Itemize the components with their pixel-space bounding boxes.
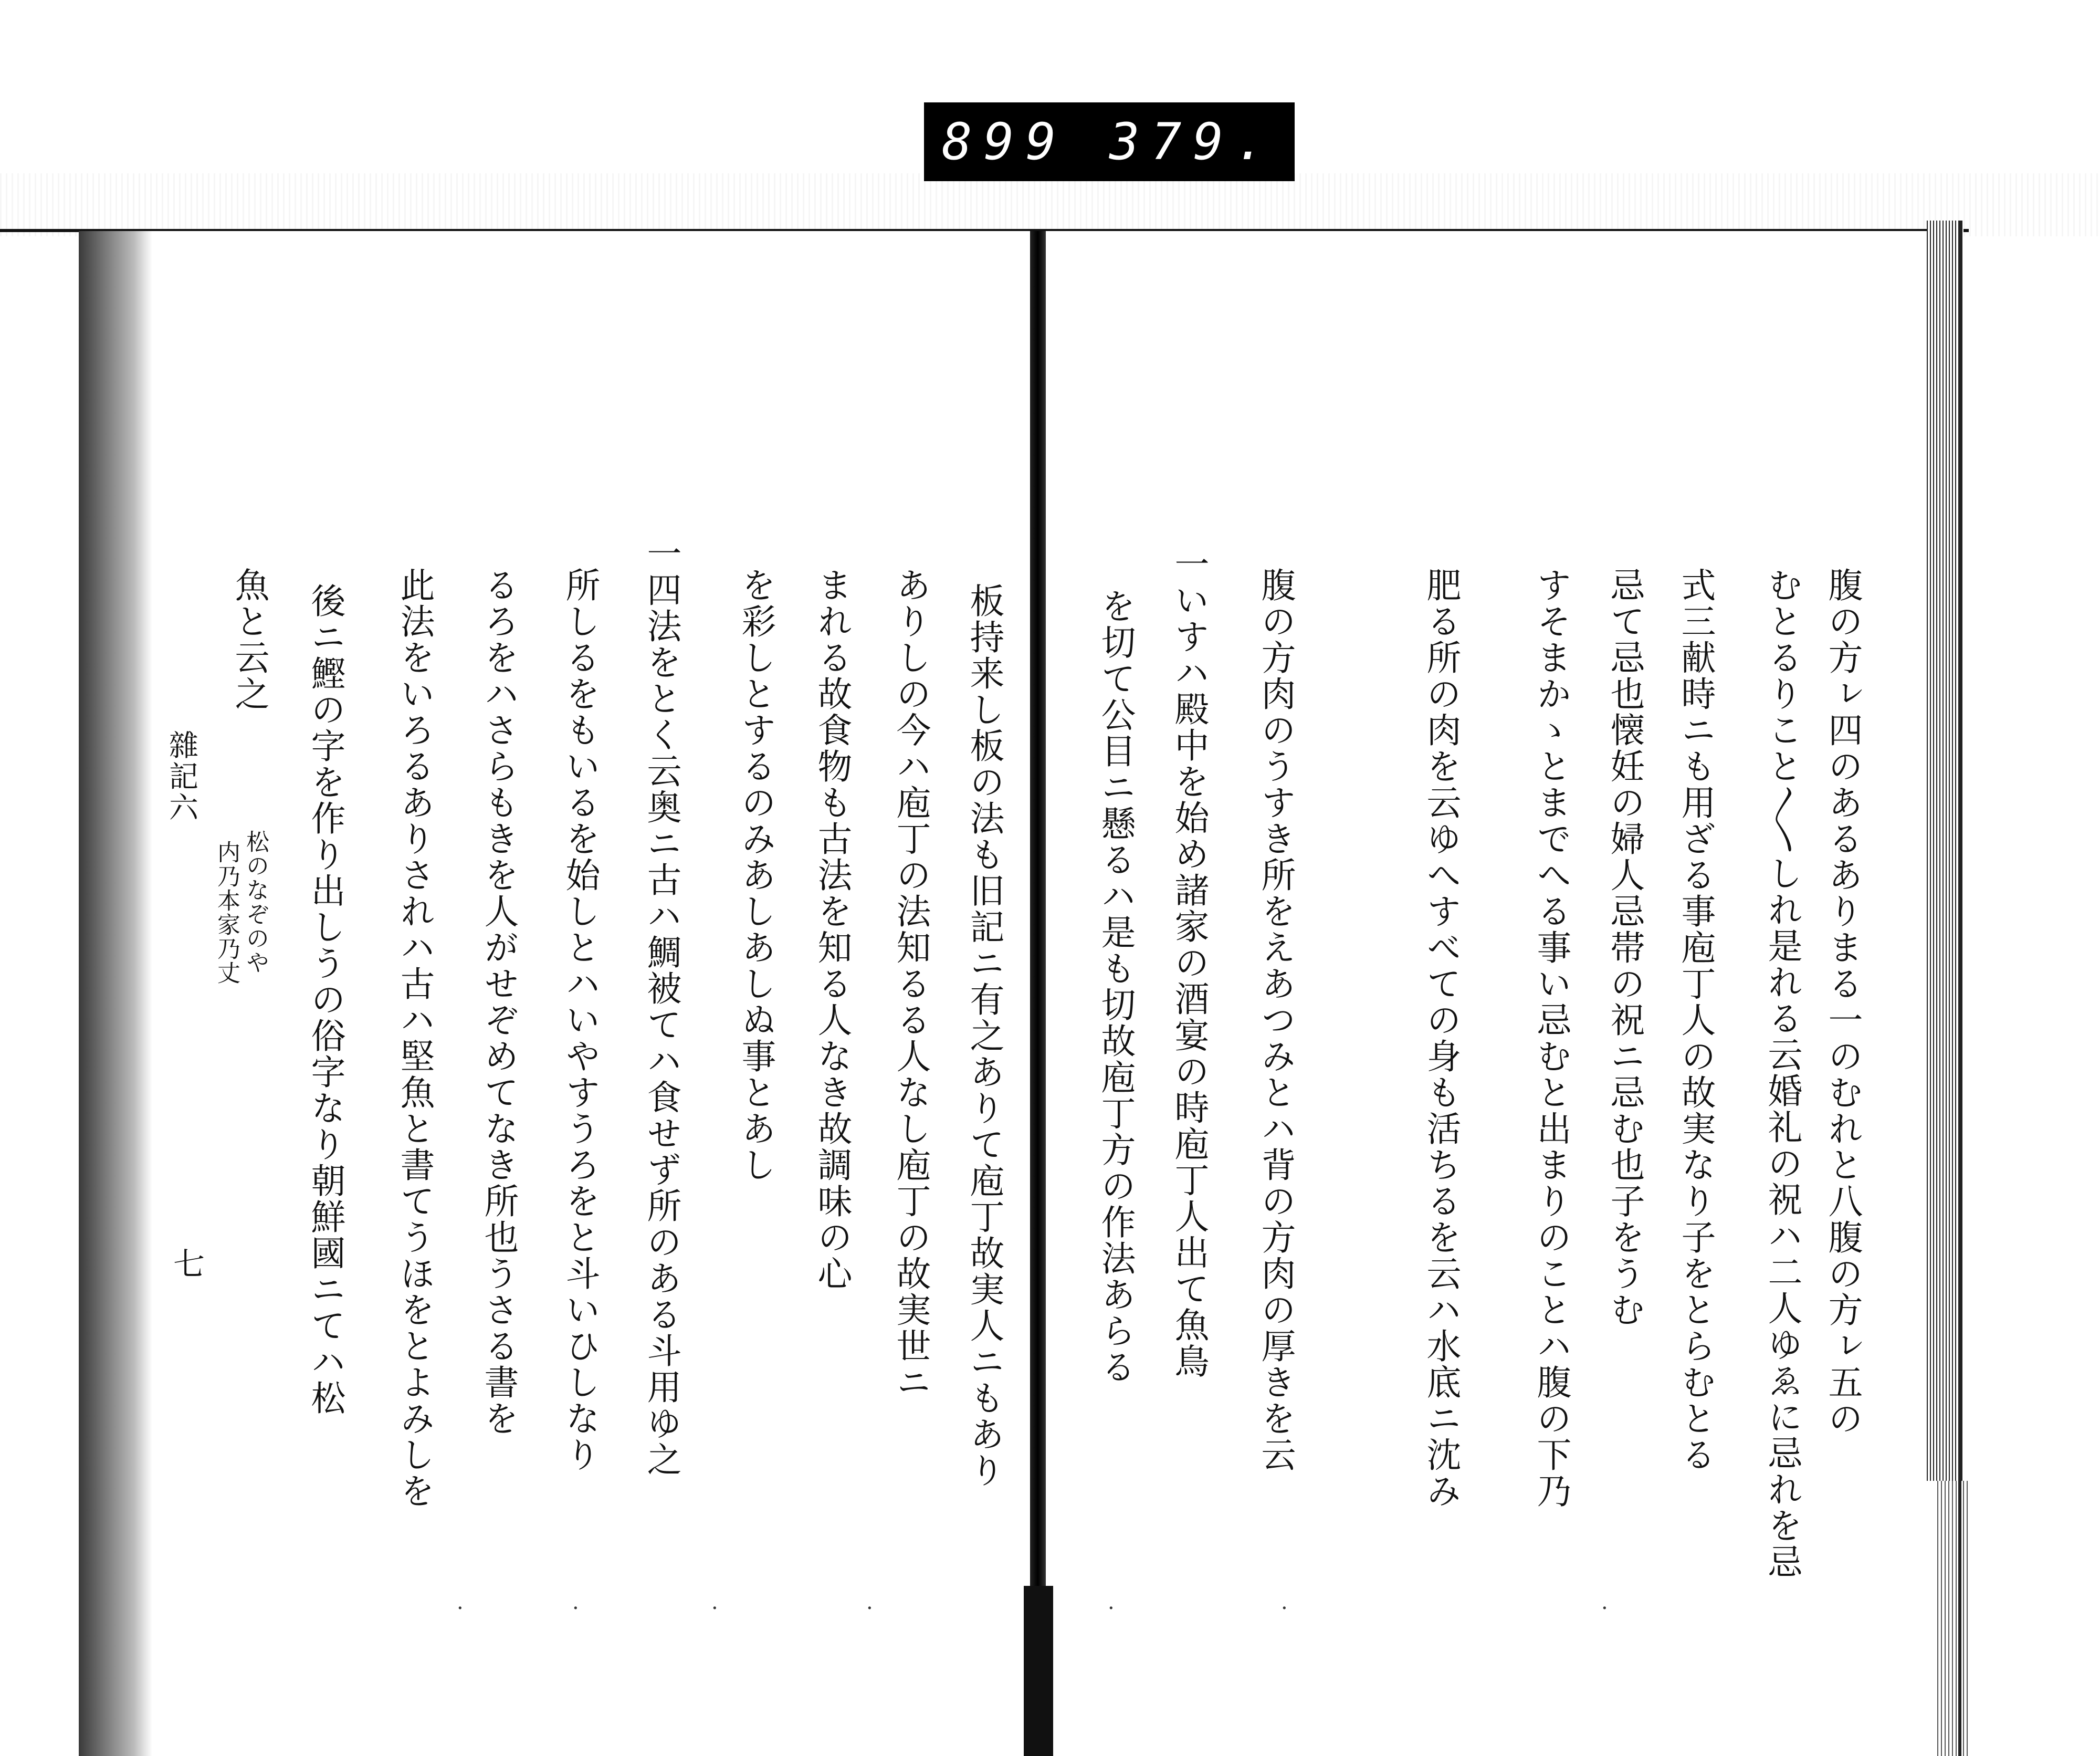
left-text-column: 魚と云之 — [229, 567, 269, 712]
section-title: 雜記六 — [164, 730, 198, 823]
left-text-column: 板持来し板の法も旧記ニ有之ありて庖丁故実人ニもあり — [964, 583, 1004, 1489]
right-text-column: むとるりこと〳〵しれ是れる云婚礼の祝ハ二人ゆゑに忌れを忌 — [1762, 567, 1802, 1580]
book-gutter — [1030, 231, 1046, 1756]
left-text-column: 此法をいろるありされハ古ハ堅魚と書てうほをとよみしを — [394, 567, 435, 1509]
book-right-edge — [1958, 221, 1961, 1756]
right-text-column: 忌て忌也懐妊の婦人忌帯の祝ニ忌む也子をうむ — [1604, 567, 1645, 1328]
bottom-mark: · — [1108, 1596, 1115, 1621]
left-text-column: を彩しとするのみあしあしぬ事とあし — [736, 567, 776, 1183]
page-edge-stack-bottom — [1937, 1481, 1969, 1756]
left-page-binding-shadow — [79, 231, 152, 1756]
right-text-column: 肥る所の肉を云ゆへすべての身も活ちるを云ハ水底ニ沈み — [1421, 567, 1461, 1509]
bottom-mark: · — [1601, 1596, 1608, 1621]
bottom-mark: · — [866, 1596, 873, 1621]
left-text-column: まれる故食物も古法を知る人なき故調味の心 — [812, 567, 852, 1292]
catalog-label — [924, 102, 1295, 181]
bottom-mark: · — [711, 1596, 718, 1621]
left-text-column: 後ニ鰹の字を作り出しうの俗字なり朝鮮國ニてハ松 — [305, 583, 345, 1416]
signature-line: 松のなぞのや — [242, 830, 269, 975]
right-text-column: 式三献時ニも用ざる事庖丁人の故実なり子をとらむとる — [1675, 567, 1716, 1473]
left-text-column: 所しるをもいるを始しとハいやすうろをと斗いひしなり — [560, 567, 600, 1473]
left-text-column: るろをハさらもきを人がせぞめてなき所也うさる書を — [478, 567, 519, 1437]
right-text-column: 一いすハ殿中を始め諸家の酒宴の時庖丁人出て魚鳥 — [1169, 546, 1209, 1379]
right-text-column: 腹の方肉のうすき所をえあつみとハ背の方肉の厚きを云 — [1255, 567, 1296, 1473]
right-text-column: を切て公目ニ懸るハ是も切故庖丁方の作法あらる — [1095, 588, 1136, 1385]
signature-line: 内乃本家乃丈 — [213, 840, 240, 985]
scan-grain — [0, 173, 2100, 236]
bottom-mark: · — [457, 1596, 464, 1621]
right-text-column: すそまかゝとまでへる事い忌むと出まりのことハ腹の下乃 — [1531, 567, 1571, 1509]
bottom-mark: · — [572, 1596, 579, 1621]
page-number: 七 — [173, 1246, 205, 1283]
left-text-column: 一四法をとく云奥ニ古ハ鯛被てハ食せず所のある斗用ゆ之 — [641, 536, 681, 1478]
bottom-mark: · — [1281, 1596, 1288, 1621]
right-text-column: 腹の方ㇾ四のあるありまる一のむれと八腹の方ㇾ五の — [1822, 567, 1863, 1437]
label-right-number: 379. — [1109, 112, 1277, 171]
label-left-number: 899 — [942, 112, 1068, 171]
left-text-column: ありしの今ハ庖丁の法知るる人なし庖丁の故実世ニ — [890, 567, 931, 1400]
gutter-base — [1024, 1586, 1053, 1756]
